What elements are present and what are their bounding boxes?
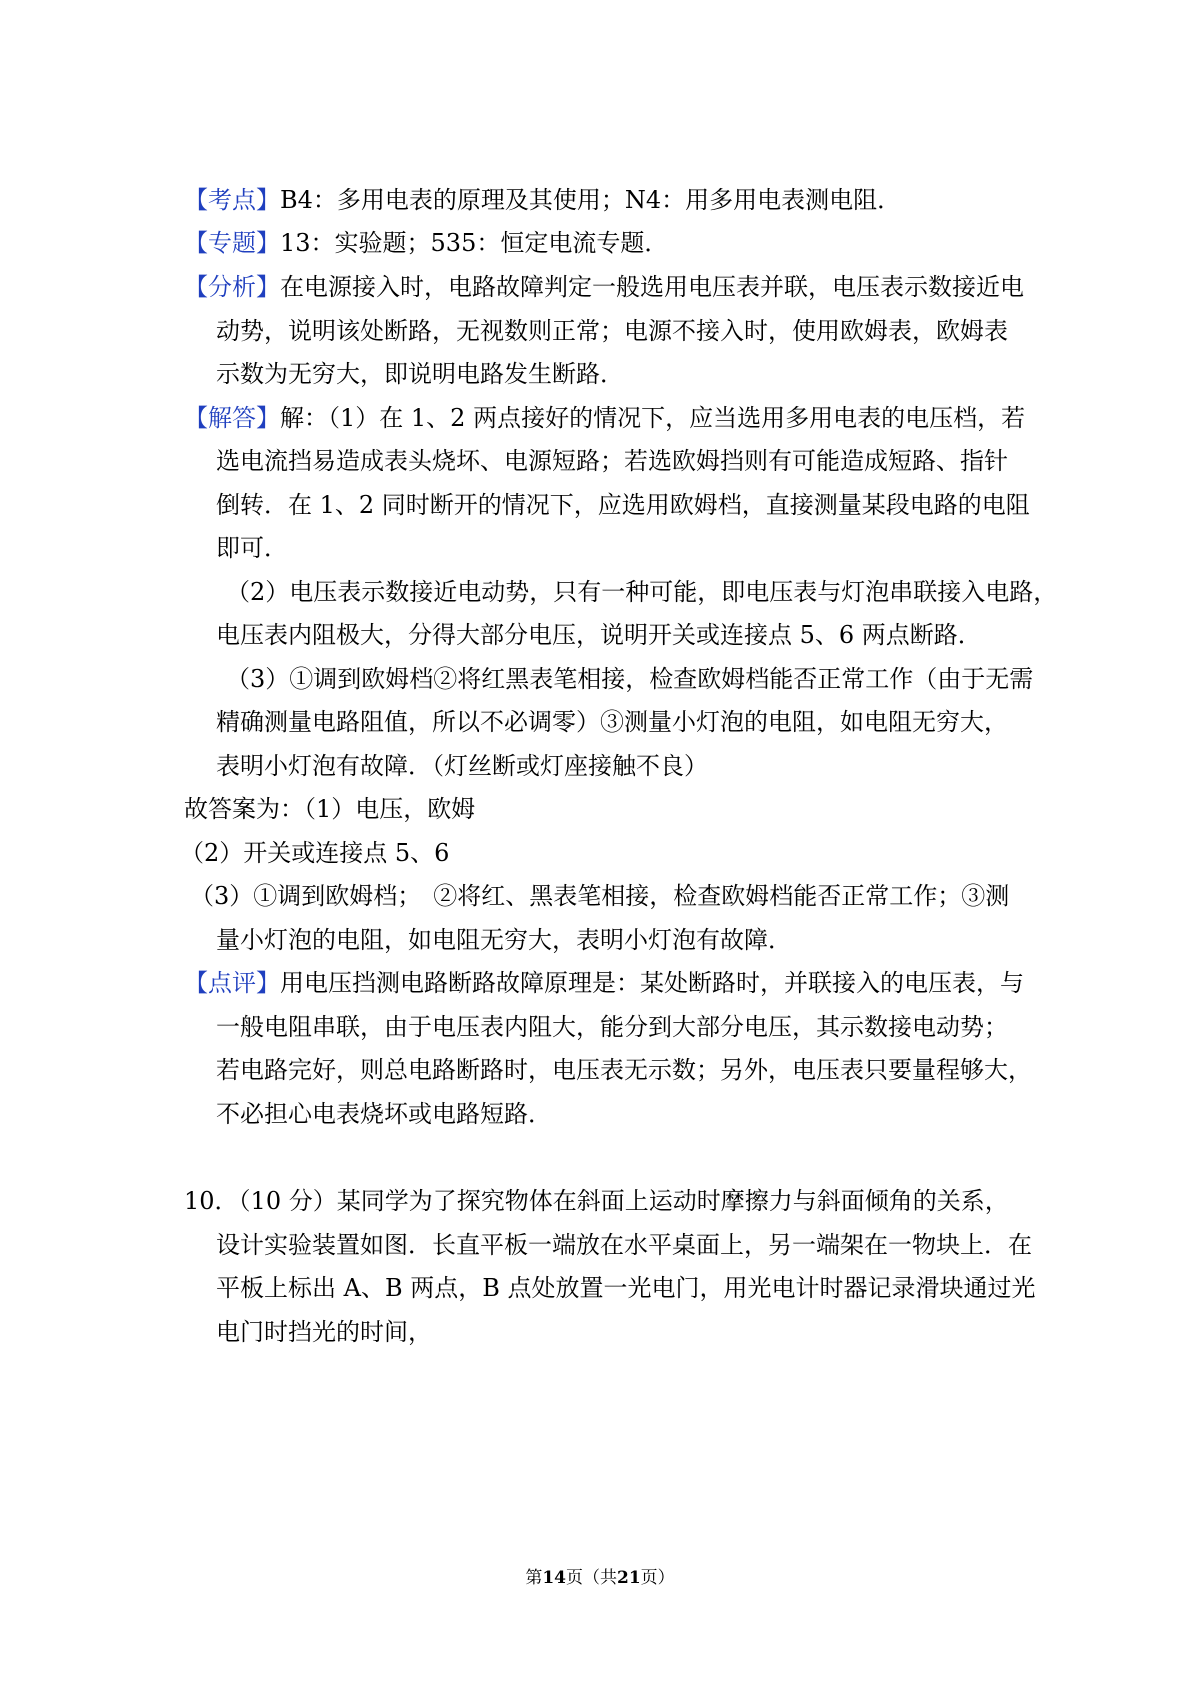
kaodian-line bbox=[184, 185, 901, 215]
answer-line-4: 量小灯泡的电阻，如电阻无穷大，表明小灯泡有故障． bbox=[216, 926, 792, 954]
fenxi-line-3: 示数为无穷大，即说明电路发生断路． bbox=[216, 360, 624, 388]
footer-pre: 第 bbox=[525, 1568, 543, 1588]
jieda-line-3: 倒转．在 1、2 同时断开的情况下，应选用欧姆档，直接测量某段电路的电阻 bbox=[216, 491, 1030, 519]
dianping-line-2: 一般电阻串联，由于电压表内阻大，能分到大部分电压，其示数接电动势； bbox=[216, 1013, 1008, 1041]
kaodian-tag: 【考点】 bbox=[184, 186, 280, 214]
jieda-line-7: （3）①调到欧姆档②将红黑表笔相接，检查欧姆档能否正常工作（由于无需 bbox=[226, 665, 1034, 693]
jieda-line-2: 选电流挡易造成表头烧坏、电源短路；若选欧姆挡则有可能造成短路、指针 bbox=[216, 447, 1008, 475]
zhuanti-tag: 【专题】 bbox=[184, 229, 280, 257]
jieda-line-1 bbox=[184, 403, 1025, 433]
fenxi-tag: 【分析】 bbox=[184, 273, 280, 301]
kaodian-text: B4：多用电表的原理及其使用；N4：用多用电表测电阻． bbox=[280, 186, 902, 214]
jieda-line-4: 即可． bbox=[216, 534, 288, 562]
answer-line-3: （3）①调到欧姆档； ②将红、黑表笔相接，检查欧姆档能否正常工作；③测 bbox=[190, 882, 1010, 910]
jieda-text-1: 解：（1）在 1、2 两点接好的情况下，应当选用多用电表的电压档，若 bbox=[280, 404, 1026, 432]
zhuanti-line bbox=[184, 228, 668, 258]
footer-page-number: 14 bbox=[542, 1568, 566, 1588]
jieda-line-9: 表明小灯泡有故障．（灯丝断或灯座接触不良） bbox=[216, 752, 708, 780]
question10-line-4: 电门时挡光的时间， bbox=[216, 1318, 432, 1346]
question10-line-3: 平板上标出 A、B 两点，B 点处放置一光电门，用光电计时器记录滑块通过光 bbox=[216, 1274, 1036, 1302]
page-footer bbox=[0, 1566, 1200, 1590]
zhuanti-text: 13：实验题；535：恒定电流专题． bbox=[280, 229, 669, 257]
jieda-tag: 【解答】 bbox=[184, 404, 280, 432]
fenxi-text-1: 在电源接入时，电路故障判定一般选用电压表并联，电压表示数接近电 bbox=[280, 273, 1024, 301]
question10-text-1: （10 分）某同学为了探究物体在斜面上运动时摩擦力与斜面倾角的关系， bbox=[238, 1187, 1009, 1215]
footer-post: 页） bbox=[640, 1568, 675, 1588]
footer-total-pages: 21 bbox=[617, 1568, 641, 1588]
answer-line-2: （2）开关或连接点 5、6 bbox=[180, 839, 450, 867]
dianping-text-1: 用电压挡测电路断路故障原理是：某处断路时，并联接入的电压表，与 bbox=[280, 969, 1024, 997]
jieda-line-8: 精确测量电路阻值，所以不必调零）③测量小灯泡的电阻，如电阻无穷大， bbox=[216, 708, 1008, 736]
question10-line-1 bbox=[184, 1186, 1009, 1216]
question10-line-2: 设计实验装置如图．长直平板一端放在水平桌面上，另一端架在一物块上．在 bbox=[216, 1231, 1032, 1259]
jieda-line-5: （2）电压表示数接近电动势，只有一种可能，即电压表与灯泡串联接入电路， bbox=[226, 578, 1058, 606]
dianping-line-1 bbox=[184, 968, 1024, 998]
fenxi-line-2: 动势，说明该处断路，无视数则正常；电源不接入时，使用欧姆表，欧姆表 bbox=[216, 317, 1008, 345]
jieda-line-6: 电压表内阻极大，分得大部分电压，说明开关或连接点 5、6 两点断路． bbox=[216, 621, 982, 649]
dianping-line-4: 不必担心电表烧坏或电路短路． bbox=[216, 1100, 552, 1128]
question10-number: 10． bbox=[184, 1187, 239, 1215]
dianping-line-3: 若电路完好，则总电路断路时，电压表无示数；另外，电压表只要量程够大， bbox=[216, 1056, 1032, 1084]
footer-mid: 页（共 bbox=[566, 1568, 617, 1588]
answer-line-1: 故答案为：（1）电压，欧姆 bbox=[184, 795, 476, 823]
dianping-tag: 【点评】 bbox=[184, 969, 280, 997]
fenxi-line-1 bbox=[184, 272, 1024, 302]
